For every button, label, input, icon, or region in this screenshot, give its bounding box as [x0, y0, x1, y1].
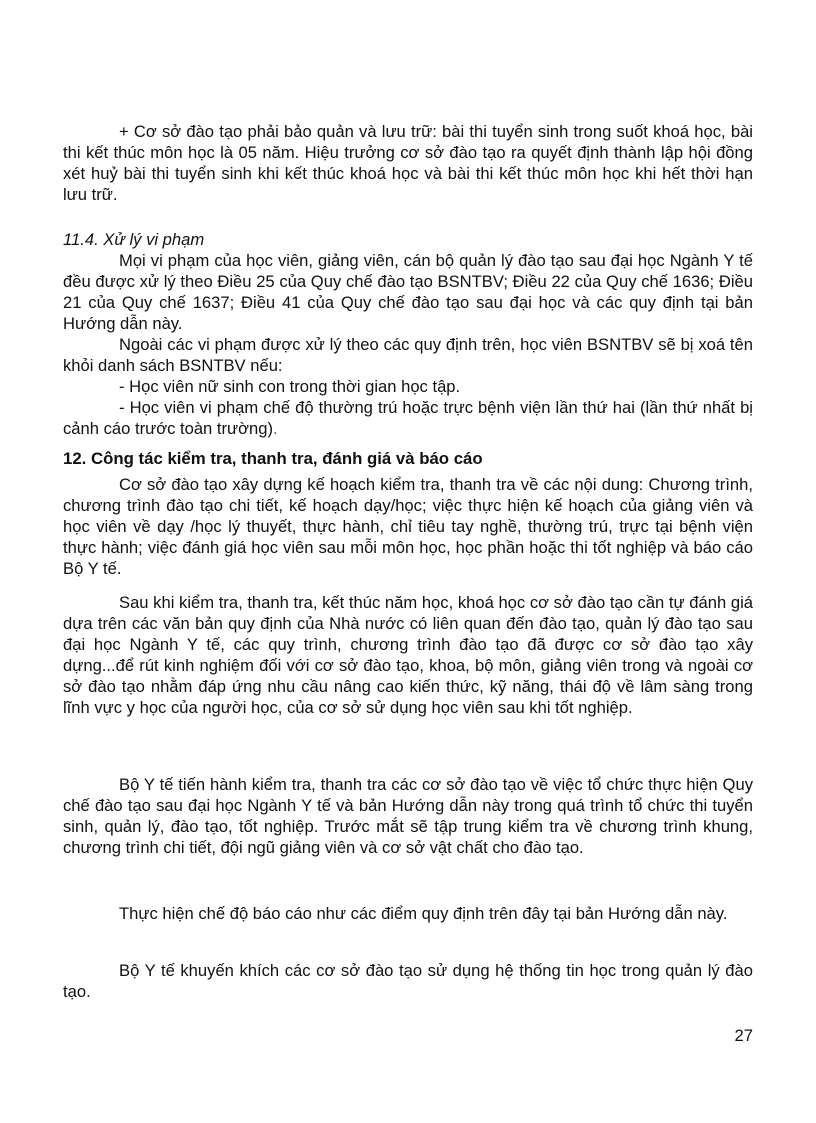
inspection-paragraph-2: Sau khi kiểm tra, thanh tra, kết thúc năm học, khoá học cơ sở đào tạo cần tự đánh giá dựa trên các văn bản quy định của Nhà nước có liên quan đến đào tạo, quản lý đào tạo sau đại học Ngành Y tế, các quy trình, chương trình đào tạo đã được cơ sở đào tạo xây dựng...để rút kinh nghiệm đối với cơ sở đào tạo, khoa, bộ môn, giảng viên trong và ngoài cơ sở đào tạo nhằm đáp ứng nhu cầu nâng cao kiến thức, kỹ năng, thái độ về lâm sàng trong lĩnh vực y học của người học, của cơ sở sử dụng học viên sau khi tốt nghiệp. — [63, 593, 753, 717]
inspection-heading-block — [63, 448, 753, 469]
inspection-block-5 — [63, 960, 753, 1002]
violation-item-2-text: - Học viên vi phạm chế độ thường trú hoặc trực bệnh viện lần thứ hai (lần thứ nhất bị cảnh cáo trước toàn trường) — [63, 398, 753, 438]
violation-heading: 11.4. Xử lý vi phạm — [63, 230, 205, 249]
inspection-block-4 — [63, 903, 753, 924]
violation-paragraph-2: Ngoài các vi phạm được xử lý theo các quy định trên, học viên BSNTBV sẽ bị xoá tên khỏi danh sách BSNTBV nếu: — [63, 335, 753, 375]
violation-paragraph-1: Mọi vi phạm của học viên, giảng viên, cán bộ quản lý đào tạo sau đại học Ngành Y tế đều được xử lý theo Điều 25 của Quy chế đào tạo BSNTBV; Điều 22 của Quy chế 1636; Điều 21 của Quy chế 1637; Điều 41 của Quy chế đào tạo sau đại học và các quy định tại bản Hướng dẫn này. — [63, 251, 753, 333]
violation-section — [63, 229, 753, 439]
storage-block — [63, 121, 753, 205]
inspection-block-1 — [63, 474, 753, 579]
inspection-block-3 — [63, 774, 753, 858]
storage-paragraph: + Cơ sở đào tạo phải bảo quản và lưu trữ: bài thi tuyển sinh trong suốt khoá học, bài thi kết thúc môn học là 05 năm. Hiệu trưởng cơ sở đào tạo ra quyết định thành lập hội đồng xét huỷ bài thi tuyển sinh khi kết thúc khoá học và bài thi kết thúc môn học khi hết thời hạn lưu trữ. — [63, 122, 753, 204]
violation-item-2-end: . — [273, 419, 278, 438]
inspection-paragraph-4: Thực hiện chế độ báo cáo như các điểm quy định trên đây tại bản Hướng dẫn này. — [119, 904, 728, 923]
inspection-block-2 — [63, 592, 753, 718]
page-number: 27 — [734, 1026, 753, 1045]
inspection-paragraph-1: Cơ sở đào tạo xây dựng kế hoạch kiểm tra, thanh tra về các nội dung: Chương trình, chương trình đào tạo chi tiết, kế hoạch dạy/học; việc thực hiện kế hoạch của giảng viên và học viên về dạy /học lý thuyết, thực hành, chỉ tiêu tay nghề, thường trú, trực tại bệnh viện thực hành; việc đánh giá học viên sau mỗi môn học, học phần hoặc thi tốt nghiệp và báo cáo Bộ Y tế. — [63, 475, 753, 578]
inspection-heading: 12. Công tác kiểm tra, thanh tra, đánh giá và báo cáo — [63, 449, 483, 468]
violation-item-2 — [63, 397, 753, 439]
inspection-paragraph-5: Bộ Y tế khuyến khích các cơ sở đào tạo sử dụng hệ thống tin học trong quản lý đào tạo. — [63, 961, 753, 1001]
violation-item-1: - Học viên nữ sinh con trong thời gian học tập. — [119, 377, 461, 396]
inspection-paragraph-3: Bộ Y tế tiến hành kiểm tra, thanh tra các cơ sở đào tạo về việc tổ chức thực hiện Quy chế đào tạo sau đại học Ngành Y tế và bản Hướng dẫn này trong quá trình tổ chức thi tuyển sinh, quản lý, đào tạo, tốt nghiệp. Trước mắt sẽ tập trung kiểm tra về chương trình khung, chương trình chi tiết, đội ngũ giảng viên và cơ sở vật chất cho đào tạo. — [63, 775, 753, 857]
